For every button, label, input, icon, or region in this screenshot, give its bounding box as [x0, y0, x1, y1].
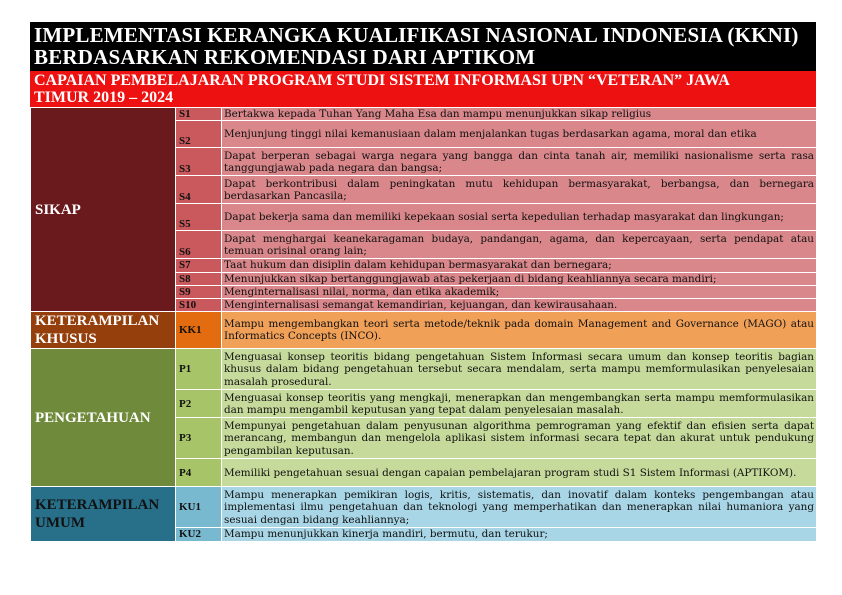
outcome-code: S5: [176, 204, 222, 231]
outcome-text: Mampu menerapkan pemikiran logis, kritis, sistematis, dan inovatif dalam konteks pengembangan atau implementasi ilmu pengetahuan dan teknologi yang memperhatikan dan menerapkan nilai humaniora yang sesuai dengan bidang keahliannya;: [222, 487, 817, 528]
outcome-text: Menguasai konsep teoritis bidang pengetahuan Sistem Informasi secara umum dan konsep teoritis bagian khusus dalam bidang pengetahuan tersebut secara mendalam, serta mampu memformulasikan penyelesaian masalah prosedural.: [222, 349, 817, 390]
outcome-text: Mampu mengembangkan teori serta metode/teknik pada domain Management and Governance (MAGO) atau Informatics Concepts (INCO).: [222, 312, 817, 349]
category-label-line-1: KETERAMPILAN: [35, 313, 160, 330]
outcome-text: Dapat bekerja sama dan memiliki kepekaan sosial serta kepedulian terhadap masyarakat dan lingkungan;: [222, 204, 817, 231]
outcome-code: S8: [176, 272, 222, 285]
category-keterampilan-khusus: [31, 312, 176, 349]
outcome-code: KU1: [176, 487, 222, 528]
outcome-code: P1: [176, 349, 222, 390]
outcome-code: S10: [176, 299, 222, 312]
outcome-text: Mempunyai pengetahuan dalam penyusunan algorithma pemrograman yang efektif dan efisien serta dapat merancang, membangun dan mengelola aplikasi sistem informasi secara tepat dan akurat untuk pendukung pengambilan keputusan.: [222, 418, 817, 459]
category-label-line-2: KHUSUS: [35, 331, 97, 348]
table-row: [31, 487, 817, 528]
outcome-code: S7: [176, 259, 222, 272]
outcome-code: P4: [176, 459, 222, 487]
outcome-code: S9: [176, 285, 222, 298]
outcome-code: P2: [176, 390, 222, 418]
title-line-2: BERDASARKAN REKOMENDASI DARI APTIKOM: [34, 45, 536, 69]
outcome-text: Dapat menghargai keanekaragaman budaya, pandangan, agama, dan kepercayaan, serta pendapat atau temuan orisinal orang lain;: [222, 231, 817, 259]
outcome-code: S3: [176, 148, 222, 176]
table-row: [31, 108, 817, 121]
category-pengetahuan: PENGETAHUAN: [31, 349, 176, 487]
outcome-text: Menunjukkan sikap bertanggungjawab atas pekerjaan di bidang keahliannya secara mandiri;: [222, 272, 817, 285]
outcome-text: Memiliki pengetahuan sesuai dengan capaian pembelajaran program studi S1 Sistem Informasi (APTIKOM).: [222, 459, 817, 487]
outcome-code: S2: [176, 121, 222, 148]
outcome-text: Menginternalisasi nilai, norma, dan etika akademik;: [222, 285, 817, 298]
category-keterampilan-umum: [31, 487, 176, 541]
outcome-text: Dapat berperan sebagai warga negara yang bangga dan cinta tanah air, memiliki nasionalisme serta rasa tanggungjawab pada negara dan bangsa;: [222, 148, 817, 176]
outcome-text: Taat hukum dan disiplin dalam kehidupan bermasyarakat dan bernegara;: [222, 259, 817, 272]
title-line-1: IMPLEMENTASI KERANGKA KUALIFIKASI NASIONAL INDONESIA (KKNI): [34, 23, 799, 47]
outcome-text: Bertakwa kepada Tuhan Yang Maha Esa dan mampu menunjukkan sikap religius: [222, 108, 817, 121]
document-title: [30, 22, 816, 71]
learning-outcomes-table: [30, 107, 817, 542]
outcome-code: S4: [176, 176, 222, 204]
outcome-code: S6: [176, 231, 222, 259]
outcome-code: P3: [176, 418, 222, 459]
outcome-text: Menguasai konsep teoritis yang mengkaji, menerapkan dan mengembangkan serta mampu memformulasikan dan mampu mengambil keputusan yang tepat dalam penyelesaian masalah.: [222, 390, 817, 418]
outcome-text: Menjunjung tinggi nilai kemanusiaan dalam menjalankan tugas berdasarkan agama, moral dan etika: [222, 121, 817, 148]
document-subtitle: [30, 71, 816, 107]
table-row: [31, 312, 817, 349]
outcome-text: Menginternalisasi semangat kemandirian, kejuangan, dan kewirausahaan.: [222, 299, 817, 312]
outcome-text: Dapat berkontribusi dalam peningkatan mutu kehidupan bermasyarakat, berbangsa, dan bernegara berdasarkan Pancasila;: [222, 176, 817, 204]
outcome-code: S1: [176, 108, 222, 121]
subtitle-line-2: TIMUR 2019 – 2024: [34, 89, 174, 106]
category-label-line-1: KETERAMPILAN: [35, 497, 160, 514]
subtitle-line-1: CAPAIAN PEMBELAJARAN PROGRAM STUDI SISTEM INFORMASI UPN “VETERAN” JAWA: [34, 72, 730, 89]
outcome-text: Mampu menunjukkan kinerja mandiri, bermutu, dan terukur;: [222, 528, 817, 541]
category-label-line-2: UMUM: [35, 515, 85, 532]
category-sikap: SIKAP: [31, 108, 176, 312]
outcome-code: KU2: [176, 528, 222, 541]
table-row: [31, 349, 817, 390]
document: [30, 22, 816, 542]
outcome-code: KK1: [176, 312, 222, 349]
